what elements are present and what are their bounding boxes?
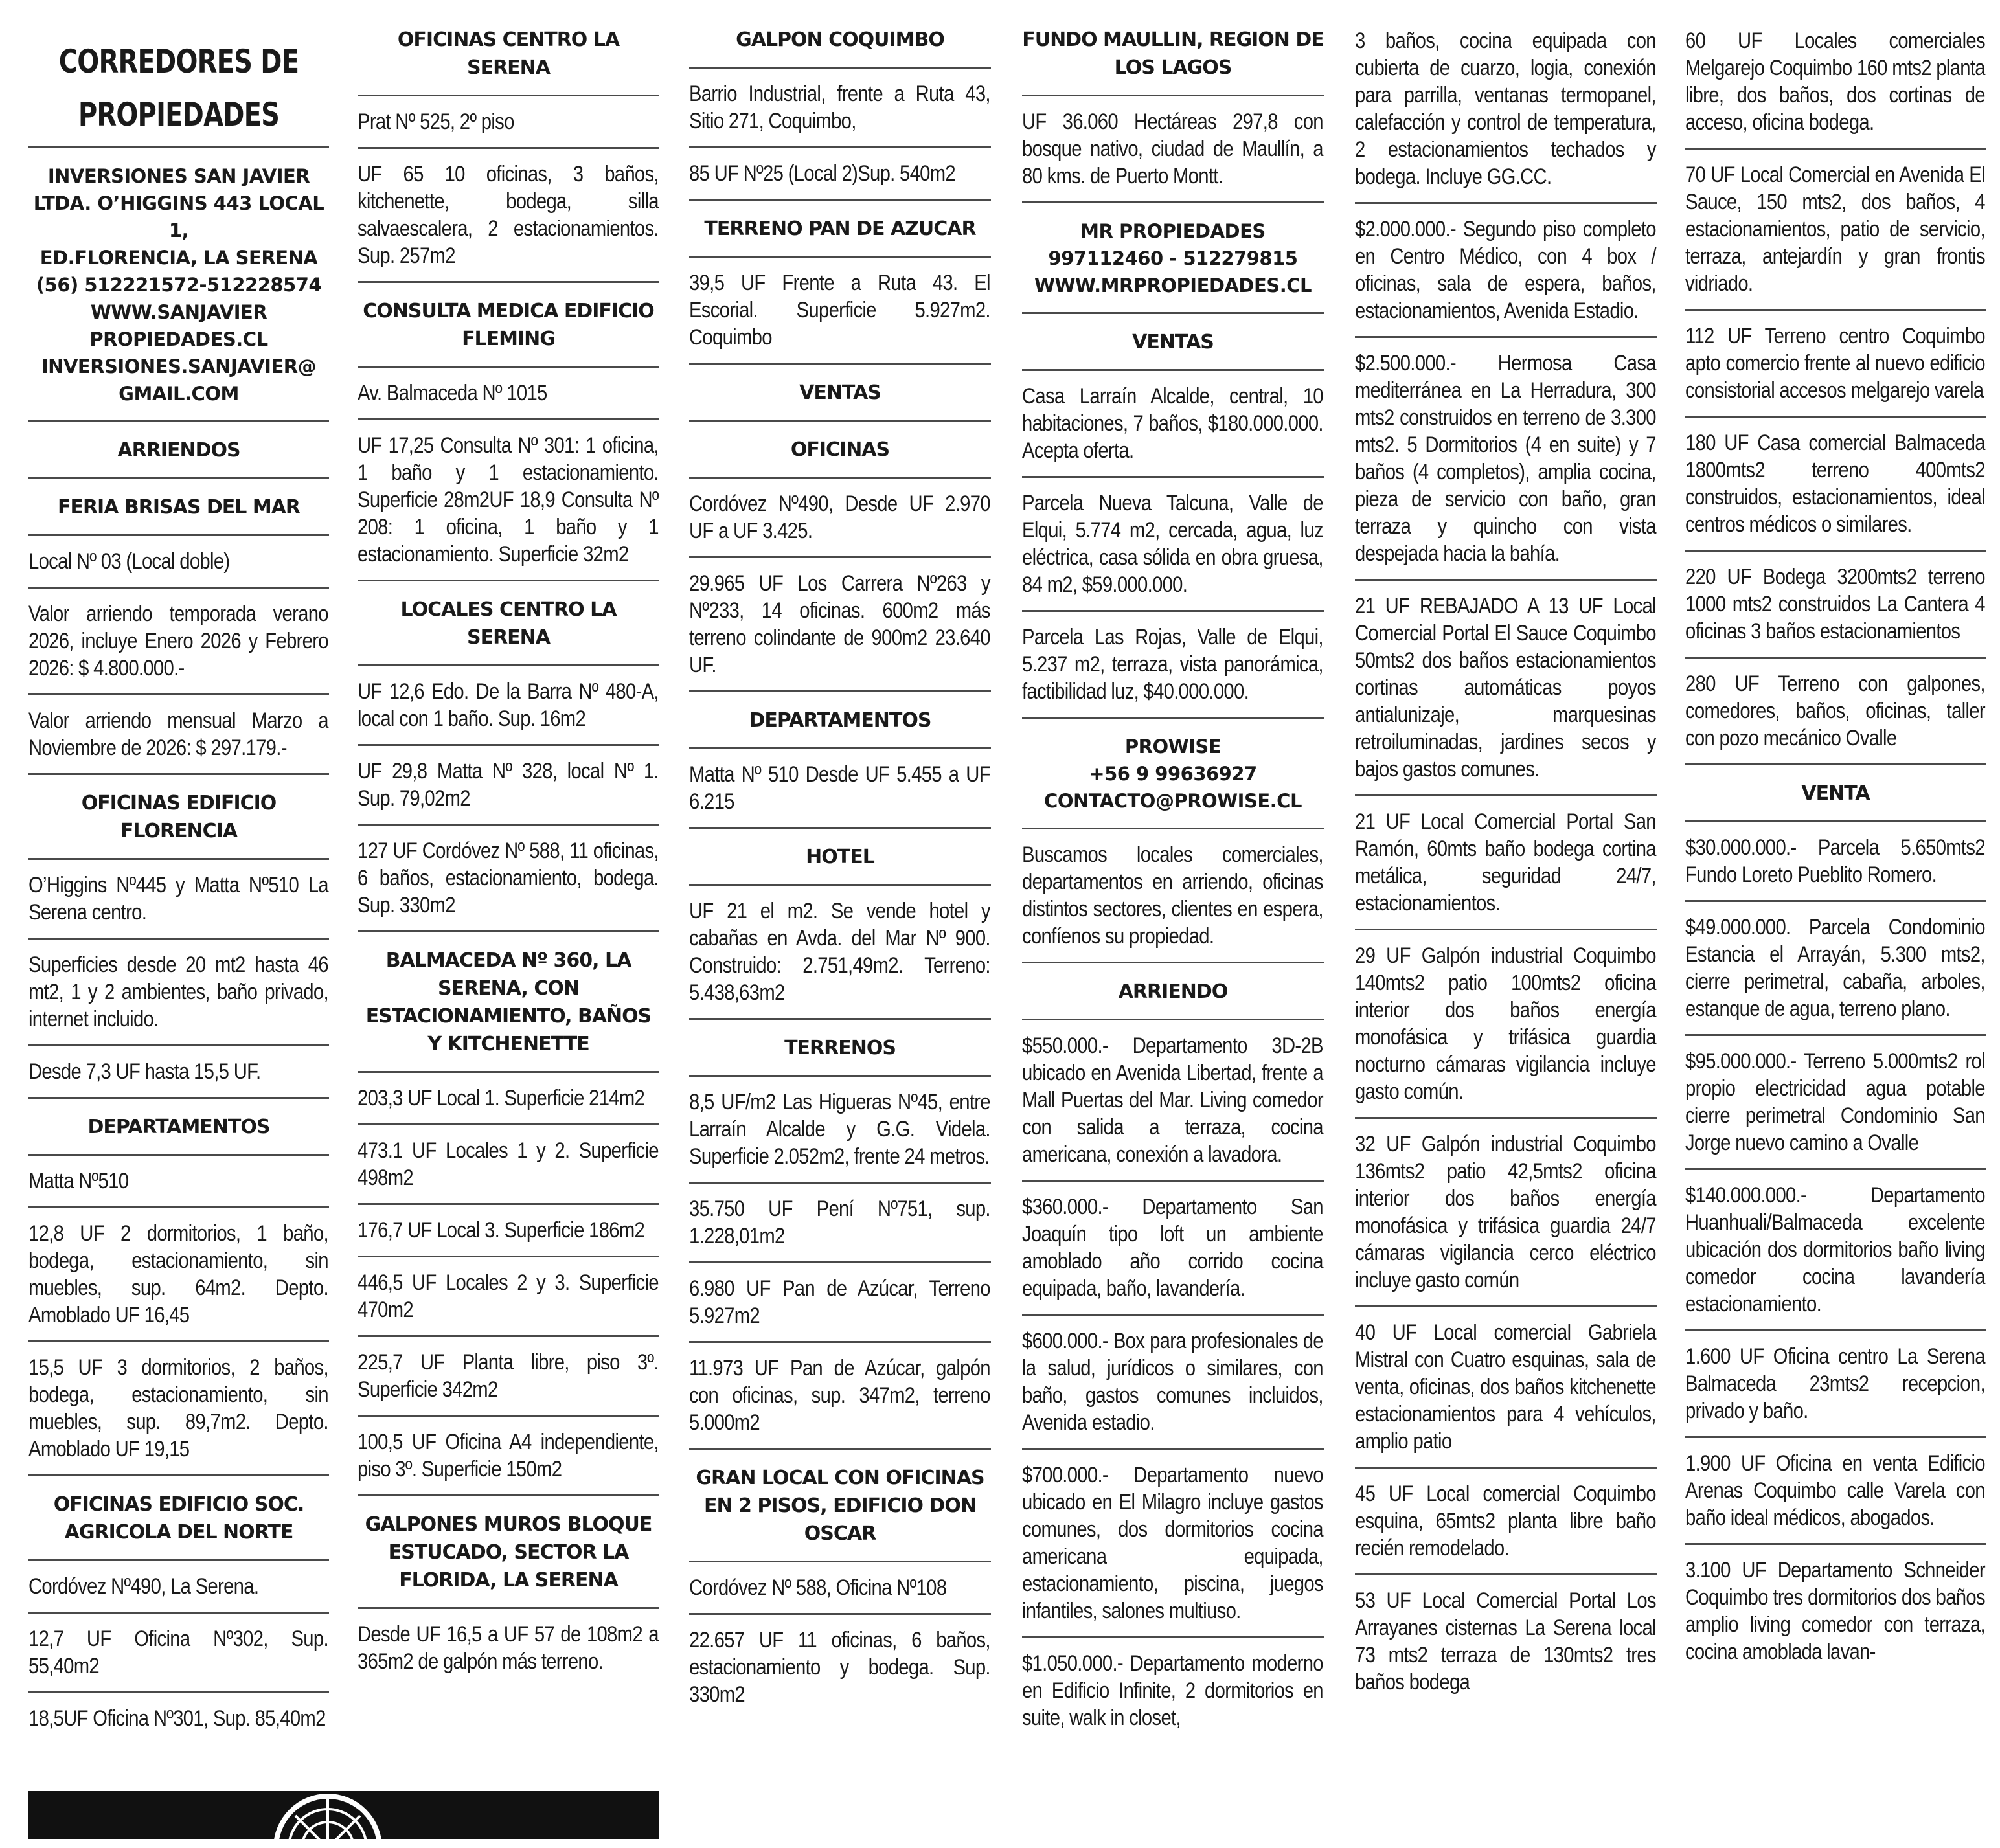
listing-item: Desde UF 16,5 a UF 57 de 108m2 a 365m2 de galpón más terreno.: [358, 1622, 659, 1674]
listing-item: 3 baños, cocina equipada con cubierta de cuarzo, logia, conexión para parrilla, ventanas termopanel, calefacción y control de temperatura, 2 estacionamientos techados y bodega. Incluye GG.CC.: [1355, 28, 1656, 189]
agency-phone: (56) 512221572-512228574: [36, 274, 322, 296]
listing-item: $1.050.000.- Departamento moderno en Edificio Infinite, 2 dormitorios en suite, walk in closet,: [1022, 1651, 1323, 1730]
listing-item: Prat Nº 525, 2º piso: [358, 109, 514, 134]
listing-item: 11.973 UF Pan de Azúcar, galpón con oficinas, sup. 347m2, terreno 5.000m2: [689, 1356, 990, 1435]
listing-item: 22.657 UF 11 oficinas, 6 baños, estacionamiento y bodega. Sup. 330m2: [689, 1628, 990, 1707]
listing-item: Valor arriendo mensual Marzo a Noviembre de 2026: $ 297.179.-: [28, 708, 328, 760]
section-heading: ARRIENDOS: [117, 439, 240, 462]
listing-item: UF 65 10 oficinas, 3 baños, kitchenette, bodega, silla salvaescalera, 2 estacionamientos. Sup. 257m2: [358, 162, 659, 268]
listing-item: Buscamos locales comerciales, departamentos en arriendo, oficinas distintos sectores, clientes en espera, confíenos su propiedad.: [1022, 842, 1323, 949]
listing-item: Valor arriendo temporada verano 2026, incluye Enero 2026 y Febrero 2026: $ 4.800.000.-: [28, 602, 328, 681]
listing-item: 15,5 UF 3 dormitorios, 2 baños, bodega, estacionamiento, sin muebles, sup. 89,7m2. Depto. Amoblado UF 19,15: [28, 1355, 328, 1461]
agency-website: WWW.MRPROPIEDADES.CL: [1034, 275, 1312, 297]
section-heading: HOTEL: [806, 846, 874, 868]
section-heading: DEPARTAMENTOS: [749, 709, 931, 732]
listing-item: Matta Nº510: [28, 1169, 129, 1193]
listing-item: 203,3 UF Local 1. Superficie 214m2: [358, 1086, 645, 1110]
listing-item: 220 UF Bodega 3200mts2 terreno 1000 mts2 construidos La Cantera 4 oficinas 3 baños estacionamientos: [1685, 565, 1985, 644]
listing-item: 45 UF Local comercial Coquimbo esquina, 65mts2 planta libre baño recién remodelado.: [1355, 1482, 1656, 1561]
agency-phone: 997112460 - 512279815: [1048, 247, 1298, 269]
listing-item: UF 29,8 Matta Nº 328, local Nº 1. Sup. 79,02m2: [358, 759, 659, 811]
section-heading: ARRIENDO: [1118, 980, 1228, 1003]
listing-item: 225,7 UF Planta libre, piso 3º. Superficie 342m2: [358, 1350, 659, 1402]
listing-item: Barrio Industrial, frente a Ruta 43, Sitio 271, Coquimbo,: [689, 82, 990, 133]
agency-email: INVERSIONES.SANJAVIER@: [41, 355, 317, 377]
listing-item: Cordóvez Nº 588, Oficina Nº108: [689, 1575, 947, 1600]
listing-item: 6.980 UF Pan de Azúcar, Terreno 5.927m2: [689, 1276, 990, 1328]
emblem-icon: [269, 1790, 386, 1848]
listing-item: 53 UF Local Comercial Portal Los Arrayanes cisternas La Serena local 73 mts2 terraza de 130mts2 tres baños bodega: [1355, 1588, 1656, 1695]
listing-item: O’Higgins Nº445 y Matta Nº510 La Serena centro.: [28, 873, 328, 925]
agency-block-sanjavier: INVERSIONES SAN JAVIER LTDA. O’HIGGINS 443 LOCAL 1, ED.FLORENCIA, LA SERENA (56) 512221572-512228574 WWW.SANJAVIER PROPIEDADES.CL INVERSIONES.SANJAVIER@ GMAIL.COM: [28, 148, 329, 420]
column-2: [358, 23, 659, 1830]
listing-item: 473.1 UF Locales 1 y 2. Superficie 498m2: [358, 1138, 659, 1190]
listing-item: $30.000.000.- Parcela 5.650mts2 Fundo Loreto Pueblito Romero.: [1685, 835, 1985, 887]
section-heading: GALPONES MUROS BLOQUE ESTUCADO, SECTOR LA FLORIDA, LA SERENA: [365, 1513, 652, 1592]
listing-item: $95.000.000.- Terreno 5.000mts2 rol propio electricidad agua potable cierre perimetral Condominio San Jorge nuevo camino a Ovalle: [1685, 1049, 1985, 1155]
listing-item: $600.000.- Box para profesionales de la salud, jurídicos o similares, con baño, gastos comunes incluidos, Avenida estadio.: [1022, 1329, 1323, 1435]
listing-item: Casa Larraín Alcalde, central, 10 habitaciones, 7 baños, $180.000.000. Acepta oferta.: [1022, 384, 1323, 463]
listing-item: Desde 7,3 UF hasta 15,5 UF.: [28, 1059, 261, 1084]
listing-item: $49.000.000. Parcela Condominio Estancia el Arrayán, 5.300 mts2, cierre perimetral, cabaña, arboles, estanque de agua, terreno plano.: [1685, 915, 1985, 1021]
listing-item: 32 UF Galpón industrial Coquimbo 136mts2 patio 42,5mts2 oficina interior dos baños energía monofásica y trifásica guardia 24/7 cámaras vigilancia cerco eléctrico incluye gasto común: [1355, 1132, 1656, 1292]
listing-item: 1.600 UF Oficina centro La Serena Balmaceda 23mts2 recepcion, privado y baño.: [1685, 1344, 1985, 1423]
listing-item: $700.000.- Departamento nuevo ubicado en El Milagro incluye gastos comunes, dos dormitorios cocina americana equipada, estacionamiento, piscina, juegos infantiles, salones multiuso.: [1022, 1463, 1323, 1623]
listing-item: $550.000.- Departamento 3D-2B ubicado en Avenida Libertad, frente a Mall Puertas del Mar. Living comedor con salida a terraza, cocina americana, conexión a lavadora.: [1022, 1033, 1323, 1167]
section-heading: BALMACEDA Nº 360, LA SERENA, CON ESTACIONAMIENTO, BAÑOS Y KITCHENETTE: [365, 949, 652, 1055]
section-heading: OFICINAS: [790, 438, 890, 461]
listing-item: 29 UF Galpón industrial Coquimbo 140mts2 patio 100mts2 oficina interior dos baños energía monofásica y trifásica guardia nocturno cámaras vigilancia incluye gasto común.: [1355, 943, 1656, 1104]
column-4: [1022, 23, 1324, 1830]
listing-item: 12,7 UF Oficina Nº302, Sup. 55,40m2: [28, 1627, 328, 1678]
listing-item: 18,5UF Oficina Nº301, Sup. 85,40m2: [28, 1706, 326, 1731]
section-heading: OFICINAS CENTRO LA SERENA: [397, 28, 620, 79]
listing-item: Parcela Las Rojas, Valle de Elqui, 5.237 m2, terraza, vista panorámica, factibilidad luz, $40.000.000.: [1022, 625, 1323, 704]
listing-item: Parcela Nueva Talcuna, Valle de Elqui, 5.774 m2, cercada, agua, luz eléctrica, casa sólida en obra gruesa, 84 m2, $59.000.000.: [1022, 491, 1323, 597]
section-heading: OFICINAS EDIFICIO FLORENCIA: [81, 792, 277, 842]
section-heading: GALPON COQUIMBO: [736, 28, 944, 51]
column-6: [1685, 23, 1986, 1830]
listing-item: 3.100 UF Departamento Schneider Coquimbo tres dormitorios dos baños amplio living comedor con terraza, cocina amoblada lavan-: [1685, 1558, 1985, 1664]
listing-item: 127 UF Cordóvez Nº 588, 11 oficinas, 6 baños, estacionamiento, bodega. Sup. 330m2: [358, 839, 659, 918]
section-heading: TERRENOS: [784, 1037, 896, 1059]
column-1: [28, 23, 329, 1830]
listing-item: 40 UF Local comercial Gabriela Mistral con Cuatro esquinas, sala de venta, oficinas, dos baños kitchenette estacionamientos para 4 vehículos, amplio patio: [1355, 1320, 1656, 1454]
section-heading: FERIA BRISAS DEL MAR: [57, 496, 301, 519]
section-heading: GRAN LOCAL CON OFICINAS EN 2 PISOS, EDIFICIO DON OSCAR: [696, 1467, 984, 1545]
listing-item: $2.500.000.- Hermosa Casa mediterránea en La Herradura, 300 mts2 construidos en terreno de 3.300 mts2. 5 Dormitorios (4 en suite) y 7 baños (4 completos), amplia cocina, pieza de servicio con baño, gran terraza y quincho con vista despejada hacia la bahía.: [1355, 351, 1656, 566]
section-heading: VENTA: [1801, 782, 1870, 805]
listing-item: UF 21 el m2. Se vende hotel y cabañas en Avda. del Mar Nº 900. Construido: 2.751,49m2. Terreno: 5.438,63m2: [689, 899, 990, 1005]
listing-item: 70 UF Local Comercial en Avenida El Sauce, 150 mts2, dos baños, 4 estacionamientos, patio de servicio, terraza, antejardín y gran frontis vidriado.: [1685, 163, 1985, 296]
section-heading: VENTAS: [1132, 331, 1214, 354]
listing-item: Av. Balmaceda Nº 1015: [358, 381, 547, 405]
section-heading: TERRENO PAN DE AZUCAR: [704, 218, 976, 240]
section-heading: FUNDO MAULLIN, REGION DE LOS LAGOS: [1022, 28, 1324, 79]
listing-item: $2.000.000.- Segundo piso completo en Centro Médico, con 4 box / oficinas, sala de espera, baños, estacionamientos, Avenida Estadio.: [1355, 217, 1656, 323]
section-heading: CONSULTA MEDICA EDIFICIO FLEMING: [363, 300, 654, 350]
listing-item: 21 UF Local Comercial Portal San Ramón, 60mts baño bodega cortina metálica, seguridad 24/7, estacionamientos.: [1355, 809, 1656, 916]
listing-item: 446,5 UF Locales 2 y 3. Superficie 470m2: [358, 1270, 659, 1322]
agency-block-mr: MR PROPIEDADES 997112460 - 512279815 WWW.MRPROPIEDADES.CL: [1022, 203, 1324, 312]
listing-item: Matta Nº 510 Desde UF 5.455 a UF 6.215: [689, 762, 990, 814]
listing-item: 85 UF Nº25 (Local 2)Sup. 540m2: [689, 161, 955, 186]
listing-item: UF 12,6 Edo. De la Barra Nº 480-A, local con 1 baño. Sup. 16m2: [358, 679, 659, 731]
column-5: [1355, 23, 1657, 1830]
listing-item: Cordóvez Nº490, Desde UF 2.970 UF a UF 3.425.: [689, 491, 990, 543]
listing-item: Superficies desde 20 mt2 hasta 46 mt2, 1 y 2 ambientes, baño privado, internet incluido.: [28, 952, 328, 1031]
listing-item: 280 UF Terreno con galpones, comedores, baños, oficinas, taller con pozo mecánico Ovalle: [1685, 671, 1985, 750]
listing-item: 21 UF REBAJADO A 13 UF Local Comercial Portal El Sauce Coquimbo 50mts2 dos baños estacionamientos cortinas automáticas poyos antialunizaje, marquesinas retroiluminadas, jardines secos y bajos gastos comunes.: [1355, 594, 1656, 782]
listing-item: 180 UF Casa comercial Balmaceda 1800mts2 terreno 400mts2 construidos, estacionamientos, ideal centros médicos o similares.: [1685, 431, 1985, 537]
agency-phone: +56 9 99636927: [1089, 763, 1257, 785]
listing-item: $140.000.000.- Departamento Huanhuali/Balmaceda excelente ubicación dos dormitorios baño living comedor cocina lavandería estacionamiento.: [1685, 1183, 1985, 1316]
agency-email: CONTACTO@PROWISE.CL: [1044, 790, 1302, 812]
agency-block-prowise: PROWISE +56 9 99636927 CONTACTO@PROWISE.CL: [1022, 719, 1324, 828]
listing-item: UF 17,25 Consulta Nº 301: 1 oficina, 1 baño y 1 estacionamiento. Superficie 28m2UF 18,9 Consulta Nº 208: 1 oficina, 1 baño y 1 estacionamiento. Superficie 32m2: [358, 433, 659, 567]
listing-item: 1.900 UF Oficina en venta Edificio Arenas Coquimbo calle Varela con baño ideal médicos, abogados.: [1685, 1451, 1985, 1530]
section-heading: VENTAS: [799, 381, 881, 404]
listing-item: 29.965 UF Los Carrera Nº263 y Nº233, 14 oficinas. 600m2 más terreno colindante de 900m2 23.640 UF.: [689, 571, 990, 677]
listing-item: 60 UF Locales comerciales Melgarejo Coquimbo 160 mts2 planta libre, dos baños, dos cortinas de acceso, oficina bodega.: [1685, 28, 1985, 135]
section-heading: LOCALES CENTRO LA SERENA: [400, 598, 617, 649]
section-heading: DEPARTAMENTOS: [87, 1116, 270, 1138]
listing-item: 8,5 UF/m2 Las Higueras Nº45, entre Larraín Alcalde y G.G. Videla. Superficie 2.052m2, frente 24 metros.: [689, 1090, 990, 1169]
listing-item: UF 36.060 Hectáreas 297,8 con bosque nativo, ciudad de Maullín, a 80 kms. de Puerto Montt.: [1022, 109, 1323, 188]
listing-item: 112 UF Terreno centro Coquimbo apto comercio frente al nuevo edificio consistorial accesos melgarejo varela: [1685, 324, 1985, 403]
listing-item: Cordóvez Nº490, La Serena.: [28, 1574, 259, 1599]
listing-item: 35.750 UF Pení Nº751, sup. 1.228,01m2: [689, 1197, 990, 1248]
section-title: CORREDORES DE PROPIEDADES: [58, 43, 299, 133]
listing-item: 100,5 UF Oficina A4 independiente, piso 3º. Superficie 150m2: [358, 1430, 659, 1482]
listing-item: $360.000.- Departamento San Joaquín tipo loft un ambiente amoblado año corrido cocina equipada, baño, lavandería.: [1022, 1195, 1323, 1301]
listing-item: Local Nº 03 (Local doble): [28, 549, 230, 574]
column-3: [689, 23, 991, 1830]
listing-item: 39,5 UF Frente a Ruta 43. El Escorial. Superficie 5.927m2. Coquimbo: [689, 271, 990, 350]
agency-website: WWW.SANJAVIER: [90, 301, 267, 323]
section-heading: OFICINAS EDIFICIO SOC. AGRICOLA DEL NORTE: [53, 1493, 304, 1544]
listing-item: 12,8 UF 2 dormitorios, 1 baño, bodega, estacionamiento, sin muebles, sup. 64m2. Depto. Amoblado UF 16,45: [28, 1221, 328, 1327]
listing-item: 176,7 UF Local 3. Superficie 186m2: [358, 1218, 645, 1243]
